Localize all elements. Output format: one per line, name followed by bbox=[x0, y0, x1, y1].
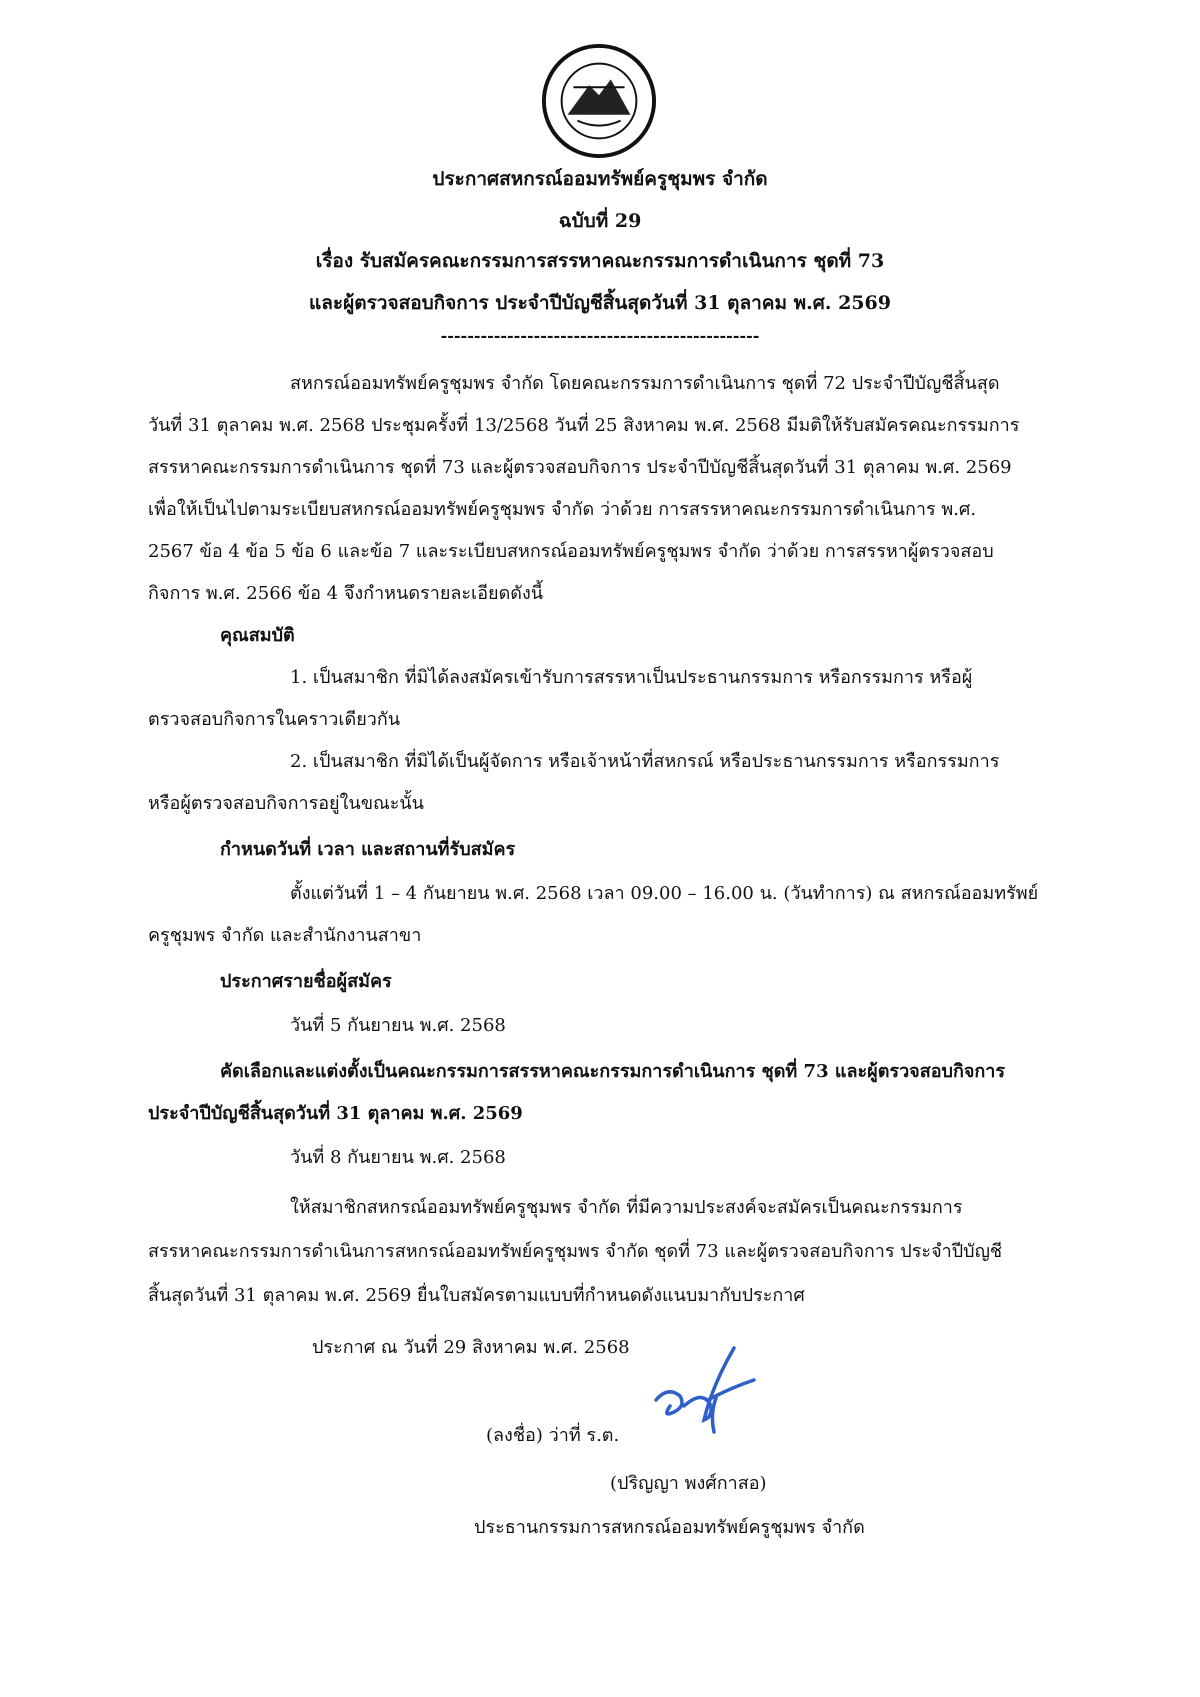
application-location: ครูชุมพร จำกัด และสำนักงานสาขา bbox=[148, 925, 422, 946]
qualification-item: 1. เป็นสมาชิก ที่มิได้ลงสมัครเข้ารับการสรรหาเป็นประธานกรรมการ หรือกรรมการ หรือผู้ bbox=[290, 667, 973, 688]
subject-line-2: และผู้ตรวจสอบกิจการ ประจำปีบัญชีสิ้นสุดวันที่ 31 ตุลาคม พ.ศ. 2569 bbox=[309, 292, 891, 314]
intro-line: 2567 ข้อ 4 ข้อ 5 ข้อ 6 และข้อ 7 และระเบียบสหกรณ์ออมทรัพย์ครูชุมพร จำกัด ว่าด้วย การสรรหาผู้ตรวจสอบ bbox=[148, 541, 994, 562]
signatory-name: (ปริญญา พงศ์กาสอ) bbox=[610, 1473, 767, 1494]
selection-date: วันที่ 8 กันยายน พ.ศ. 2568 bbox=[290, 1147, 506, 1168]
handwritten-signature bbox=[650, 1328, 760, 1438]
intro-line: สรรหาคณะกรรมการดำเนินการ ชุดที่ 73 และผู้ตรวจสอบกิจการ ประจำปีบัญชีสิ้นสุดวันที่ 31 ตุลาคม พ.ศ. 2569 bbox=[148, 457, 1012, 478]
selection-heading: คัดเลือกและแต่งตั้งเป็นคณะกรรมการสรรหาคณะกรรมการดำเนินการ ชุดที่ 73 และผู้ตรวจสอบกิจการ bbox=[220, 1061, 1006, 1082]
qualifications-heading: คุณสมบัติ bbox=[220, 625, 295, 646]
application-period: ตั้งแต่วันที่ 1 – 4 กันยายน พ.ศ. 2568 เวลา 09.00 – 16.00 น. (วันทำการ) ณ สหกรณ์ออมทรัพย์ bbox=[290, 883, 1039, 904]
closing-line: สิ้นสุดวันที่ 31 ตุลาคม พ.ศ. 2569 ยื่นใบสมัครตามแบบที่กำหนดดังแนบมากับประกาศ bbox=[148, 1285, 805, 1306]
divider-line: ------------------------------------------------ bbox=[440, 326, 760, 345]
qualification-item-continued: ตรวจสอบกิจการในคราวเดียวกัน bbox=[148, 709, 401, 730]
announcement-title: ประกาศสหกรณ์ออมทรัพย์ครูชุมพร จำกัด bbox=[432, 168, 768, 190]
application-heading: กำหนดวันที่ เวลา และสถานที่รับสมัคร bbox=[220, 839, 516, 860]
signed-label: (ลงชื่อ) ว่าที่ ร.ต. bbox=[486, 1425, 620, 1446]
qualification-item: 2. เป็นสมาชิก ที่มิได้เป็นผู้จัดการ หรือเจ้าหน้าที่สหกรณ์ หรือประธานกรรมการ หรือกรรมการ bbox=[290, 751, 1000, 772]
announcement-issue: ฉบับที่ 29 bbox=[558, 210, 642, 232]
qualification-item-continued: หรือผู้ตรวจสอบกิจการอยู่ในขณะนั้น bbox=[148, 793, 424, 814]
signatory-position: ประธานกรรมการสหกรณ์ออมทรัพย์ครูชุมพร จำกัด bbox=[474, 1517, 865, 1538]
announcement-date: ประกาศ ณ วันที่ 29 สิงหาคม พ.ศ. 2568 bbox=[312, 1337, 630, 1358]
announce-heading: ประกาศรายชื่อผู้สมัคร bbox=[220, 971, 392, 992]
announce-date: วันที่ 5 กันยายน พ.ศ. 2568 bbox=[290, 1015, 506, 1036]
closing-line: ให้สมาชิกสหกรณ์ออมทรัพย์ครูชุมพร จำกัด ที่มีความประสงค์จะสมัครเป็นคณะกรรมการ bbox=[290, 1197, 963, 1218]
intro-line: เพื่อให้เป็นไปตามระเบียบสหกรณ์ออมทรัพย์ครูชุมพร จำกัด ว่าด้วย การสรรหาคณะกรรมการดำเนินการ พ.ศ. bbox=[148, 499, 977, 520]
intro-line: วันที่ 31 ตุลาคม พ.ศ. 2568 ประชุมครั้งที่ 13/2568 วันที่ 25 สิงหาคม พ.ศ. 2568 มีมติให้รับสมัครคณะกรรมการ bbox=[148, 415, 1020, 436]
intro-line: สหกรณ์ออมทรัพย์ครูชุมพร จำกัด โดยคณะกรรมการดำเนินการ ชุดที่ 72 ประจำปีบัญชีสิ้นสุด bbox=[290, 373, 1000, 394]
intro-line: กิจการ พ.ศ. 2566 ข้อ 4 จึงกำหนดรายละเอียดดังนี้ bbox=[148, 583, 544, 604]
closing-line: สรรหาคณะกรรมการดำเนินการสหกรณ์ออมทรัพย์ครูชุมพร จำกัด ชุดที่ 73 และผู้ตรวจสอบกิจการ ประจำปีบัญชี bbox=[148, 1241, 1003, 1262]
subject-line-1: เรื่อง รับสมัครคณะกรรมการสรรหาคณะกรรมการดำเนินการ ชุดที่ 73 bbox=[315, 250, 885, 272]
selection-heading-continued: ประจำปีบัญชีสิ้นสุดวันที่ 31 ตุลาคม พ.ศ. 2569 bbox=[148, 1103, 523, 1124]
cooperative-seal-logo bbox=[540, 42, 658, 160]
